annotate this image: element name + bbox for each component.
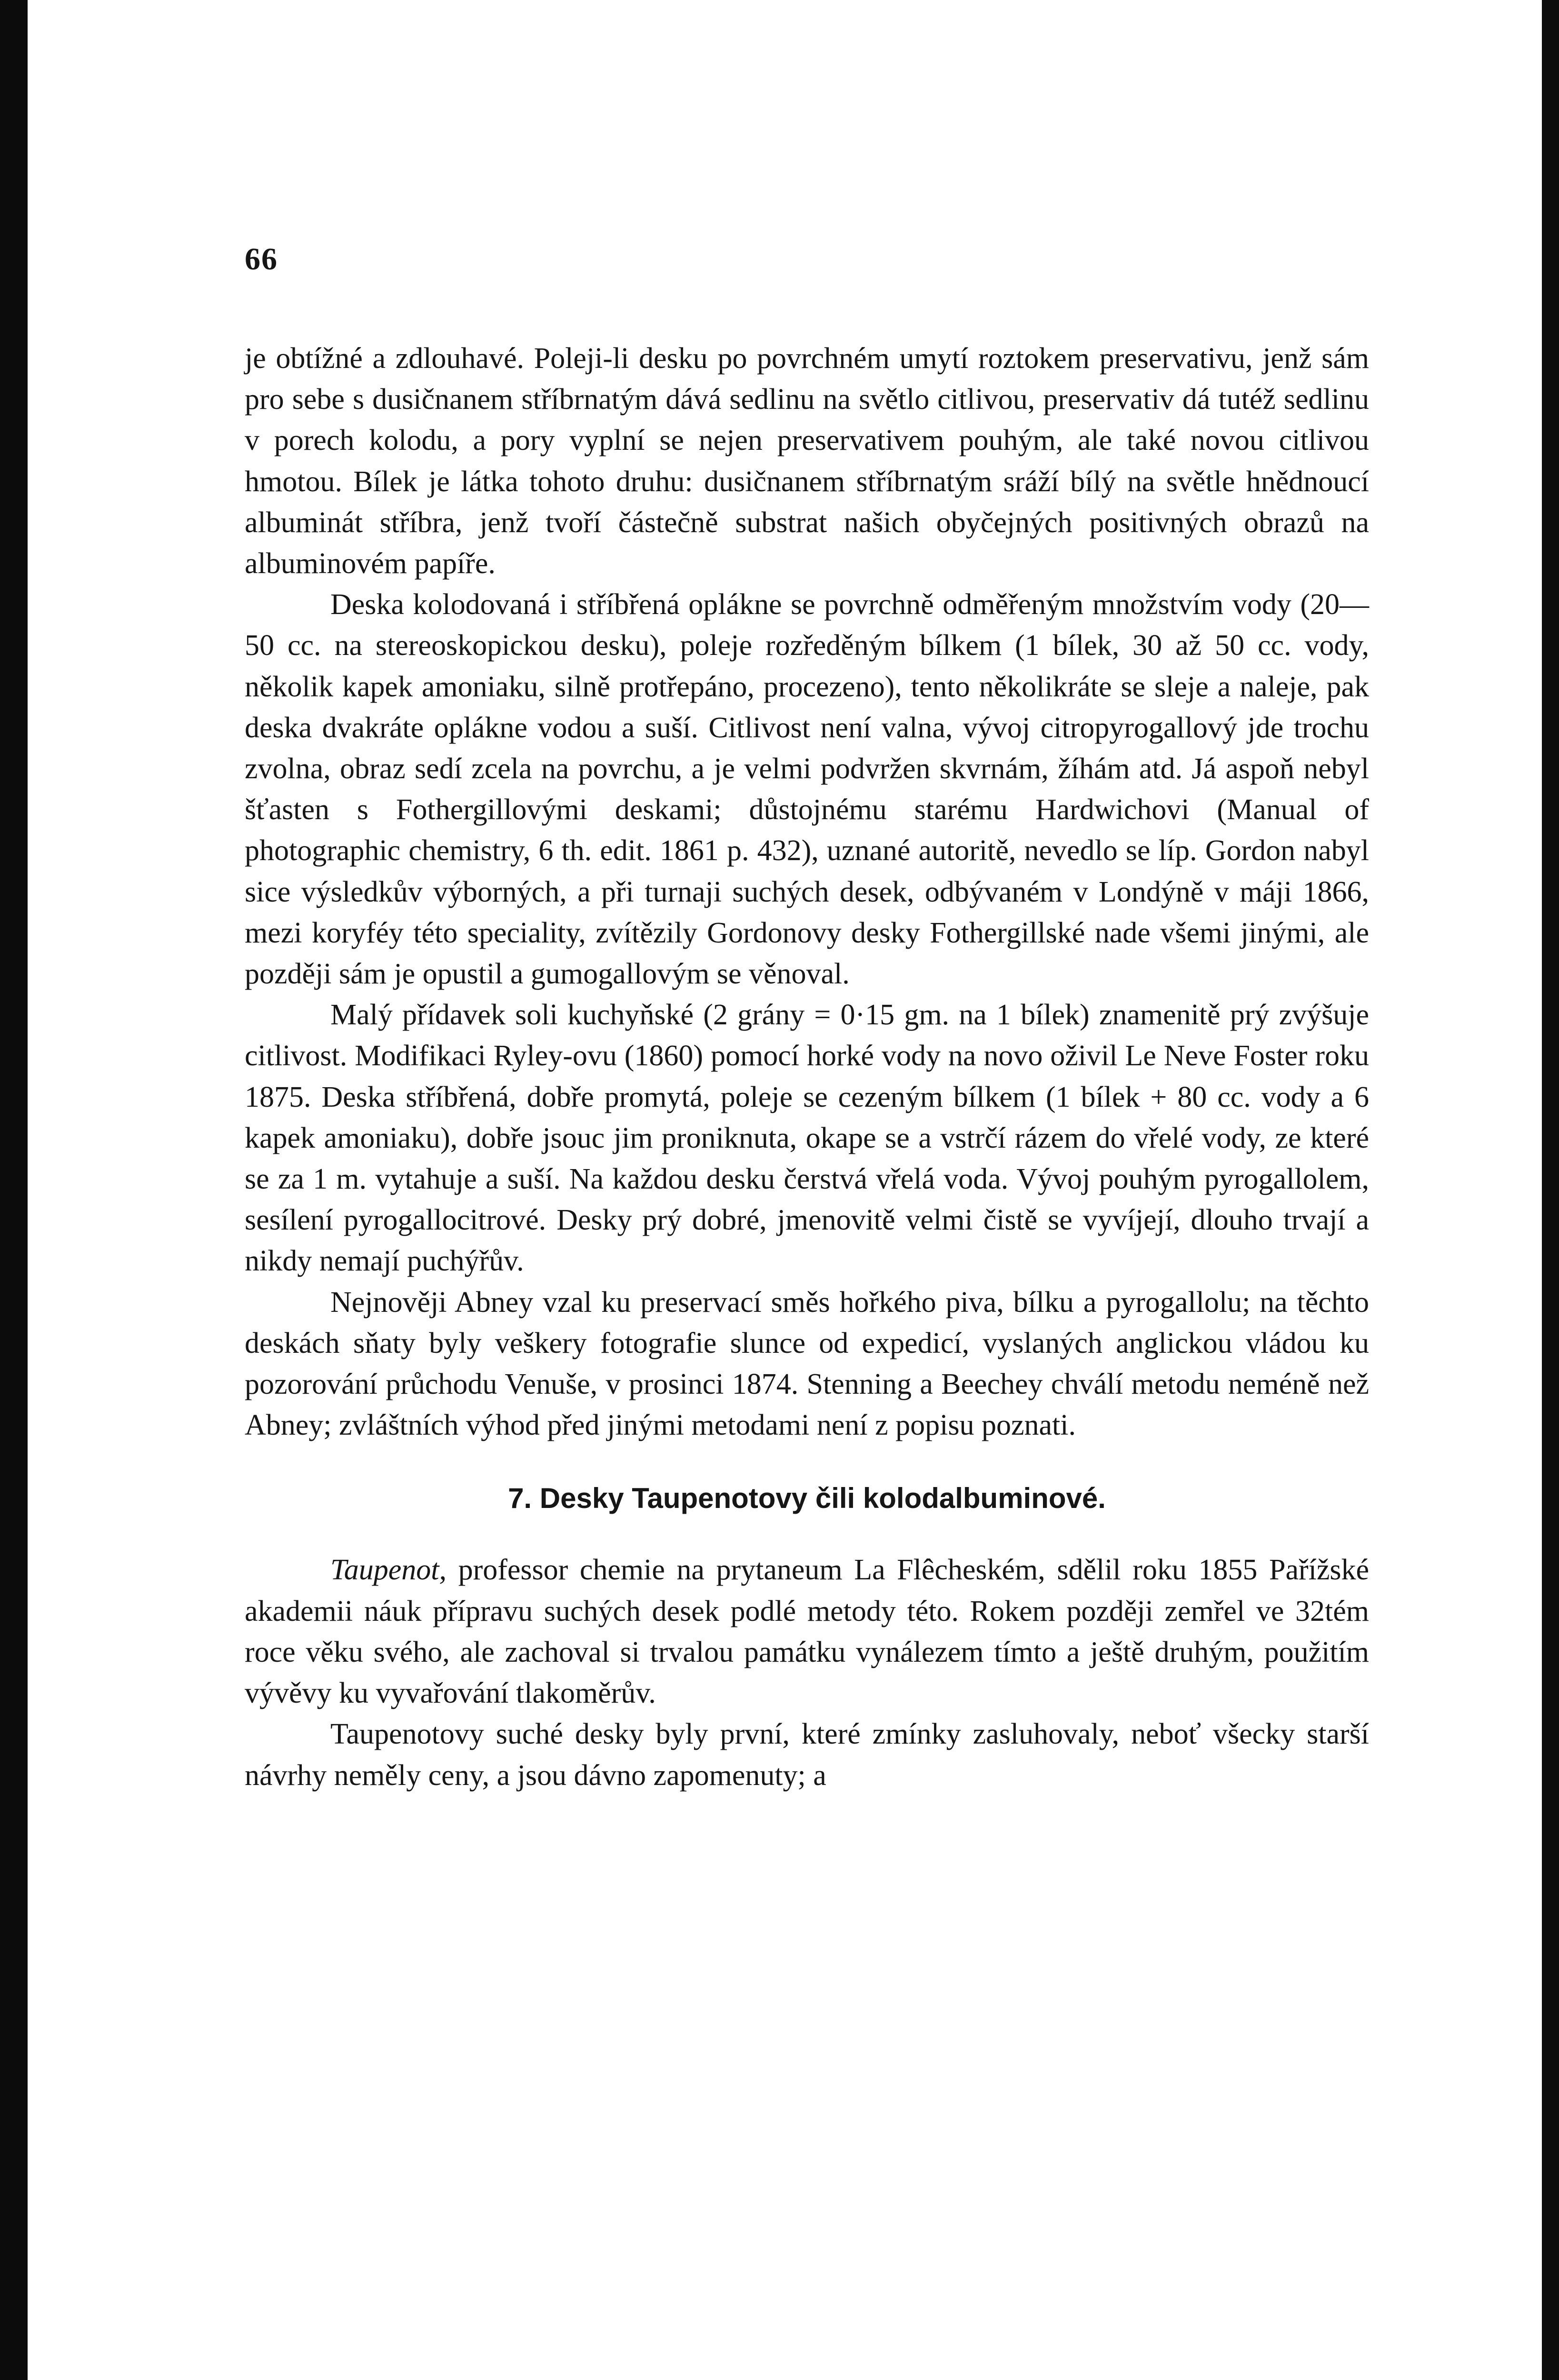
section-heading: 7. Desky Taupenotovy čili kolodalbuminové. <box>508 1482 1106 1515</box>
page-number: 66 <box>245 242 278 277</box>
paragraph-abney: Nejnověji Abney vzal ku preservací směs hořkého piva, bílku a pyrogallolu; na těchto deskách sňaty byly veškery fotografie slunce od expedicí, vyslaných anglickou vládou ku pozorování průchodu Venuše, v prosinci 1874. Stenning a Beechey chválí metodu neméně než Abney; zvláštních výhod před jinými metodami není z popisu poznati. <box>245 1286 1369 1442</box>
paragraph-continued: je obtížné a zdlouhavé. Poleji-li desku po povrchném umytí roztokem preservativu, jenž sám pro sebe s dusičnanem stříbrnatým dává sedlinu na světlo citlivou, preservativ dá tutéž sedlinu v porech kolodu, a pory vyplní se nejen preservativem pouhým, ale také novou citlivou hmotou. Bílek je látka tohoto druhu: dusičnanem stříbrnatým sráží bílý na světle hnědnoucí albuminát stříbra, jenž tvoří částečně substrat našich obyčejných positivných obrazů na albuminovém papíře. <box>245 342 1369 580</box>
paragraph-maly-pridavek: Malý přídavek soli kuchyňské (2 grány = 0·15 gm. na 1 bílek) znamenitě prý zvýšuje citlivost. Modifikaci Ryley-ovu (1860) pomocí horké vody na novo oživil Le Neve Foster roku 1875. Deska stříbřená, dobře promytá, poleje se cezeným bílkem (1 bílek + 80 cc. vody a 6 kapek amoniaku), dobře jsouc jim proniknuta, okape se a vstrčí rázem do vřelé vody, ze které se za 1 m. vytahuje a suší. Na každou desku čerstvá vřelá voda. Vývoj pouhým pyrogallolem, sesílení pyrogallocitrové. Desky prý dobré, jmenovitě velmi čistě se vyvíjejí, dlouho trvají a nikdy nemají puchýřův. <box>245 999 1369 1278</box>
paragraph-text: Taupenotovy suché desky byly první, které zmínky zasluhovaly, neboť všecky starší návrhy neměly ceny, a jsou dávno zapomenuty; a <box>245 1718 1369 1792</box>
book-page <box>245 240 1369 1796</box>
paragraph-suche-desky <box>245 1714 1369 1795</box>
paragraph-taupenot <box>245 1549 1369 1714</box>
author-name-italic: Taupenot, <box>330 1554 447 1587</box>
scan-edge-right <box>1542 0 1559 2380</box>
scan-edge-left <box>0 0 28 2380</box>
paragraph-text: professor chemie na prytaneum La Flêcheském, sdělil roku 1855 Pařížské akademii náuk přípravu suchých desek podlé metody této. Rokem později zemřel ve 32tém roce věku svého, ale zachoval si trvalou památku vynálezem tímto a ještě druhým, použitím vývěvy ku vyvařování tlakoměrův. <box>245 1554 1369 1710</box>
paragraph-deska-kolodovana: Deska kolodovaná i stříbřená opláknе se povrchně odměřeným množstvím vody (20—50 cc. na stereoskopickou desku), poleje rozředěným bílkem (1 bílek, 30 až 50 cc. vody, několik kapek amoniaku, silně protřepáno, procezeno), tento několikráte se sleje a naleje, pak deska dvakráte opláknе vodou a suší. Citlivost není valna, vývoj citropyrogallový jde trochu zvolna, obraz sedí zcela na povrchu, a je velmi podvržen skvrnám, žíhám atd. Já aspoň nebyl šťasten s Fothergillovými deskami; důstojnému starému Hardwichovi (Manual of photographic chemistry, 6 th. edit. 1861 p. 432), uznané autoritě, nevedlo se líp. Gordon nabyl sice výsledkův výborných, a při turnaji suchých desek, odbývaném v Londýně v máji 1866, mezi koryféy této speciality, zvítězily Gordonovy desky Fothergillské nade všemi jinými, ale později sám je opustil a gumogallovým se věnoval. <box>245 588 1369 991</box>
